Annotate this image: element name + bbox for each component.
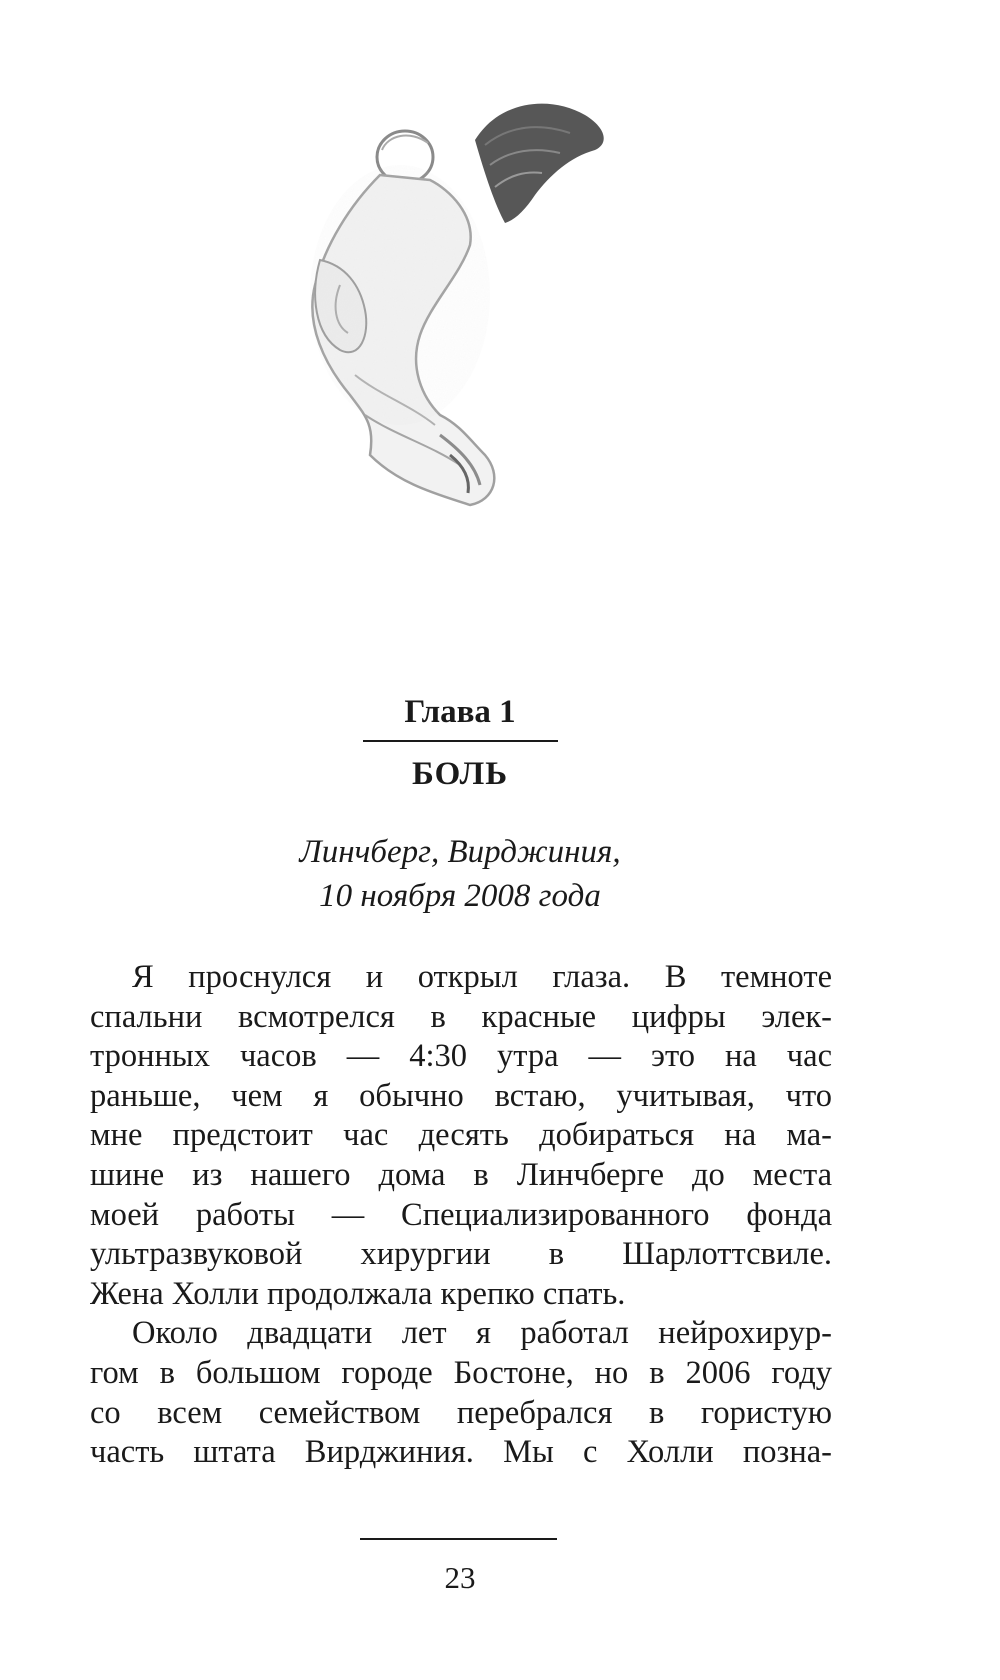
chapter-header: [300, 690, 620, 796]
chapter-number: Глава 1: [404, 694, 516, 730]
body-line: Я проснулся и открыл глаза. В темноте: [132, 959, 832, 995]
body-line: со всем семейством перебрался в гористую: [90, 1394, 832, 1431]
footer-divider: [360, 1538, 557, 1540]
page-number: 23: [444, 1560, 476, 1595]
chapter-divider: [363, 740, 558, 742]
body-line: Жена Холли продолжала крепко спать.: [90, 1275, 626, 1312]
body-line: часть штата Вирджиния. Мы с Холли позна-: [90, 1434, 832, 1471]
dateline-date: 10 ноября 2008 года: [319, 878, 601, 914]
body-line: мне предстоит час десять добираться на ма-: [90, 1117, 832, 1154]
body-line: моей работы — Специализированного фонда: [90, 1196, 832, 1233]
body-line: гом в большом городе Бостоне, но в 2006 году: [90, 1354, 832, 1391]
body-text: [90, 958, 832, 1473]
body-line: тронных часов — 4:30 утра — это на час: [90, 1038, 832, 1075]
angel-illustration: [270, 95, 650, 555]
body-line: спальни всмотрелся в красные цифры элек-: [90, 998, 832, 1035]
wing-shape: [475, 104, 604, 223]
chapter-title: БОЛЬ: [411, 756, 509, 792]
body-line: шине из нашего дома в Линчберге до места: [90, 1156, 832, 1193]
body-line: Около двадцати лет я работал нейрохирур-: [132, 1315, 832, 1352]
dateline: [200, 830, 720, 918]
dateline-place: Линчберг, Вирджиния,: [299, 834, 621, 870]
body-line: ультразвуковой хирургии в Шарлоттсвиле.: [90, 1236, 832, 1273]
body-line: раньше, чем я обычно встаю, учитывая, что: [90, 1077, 832, 1114]
